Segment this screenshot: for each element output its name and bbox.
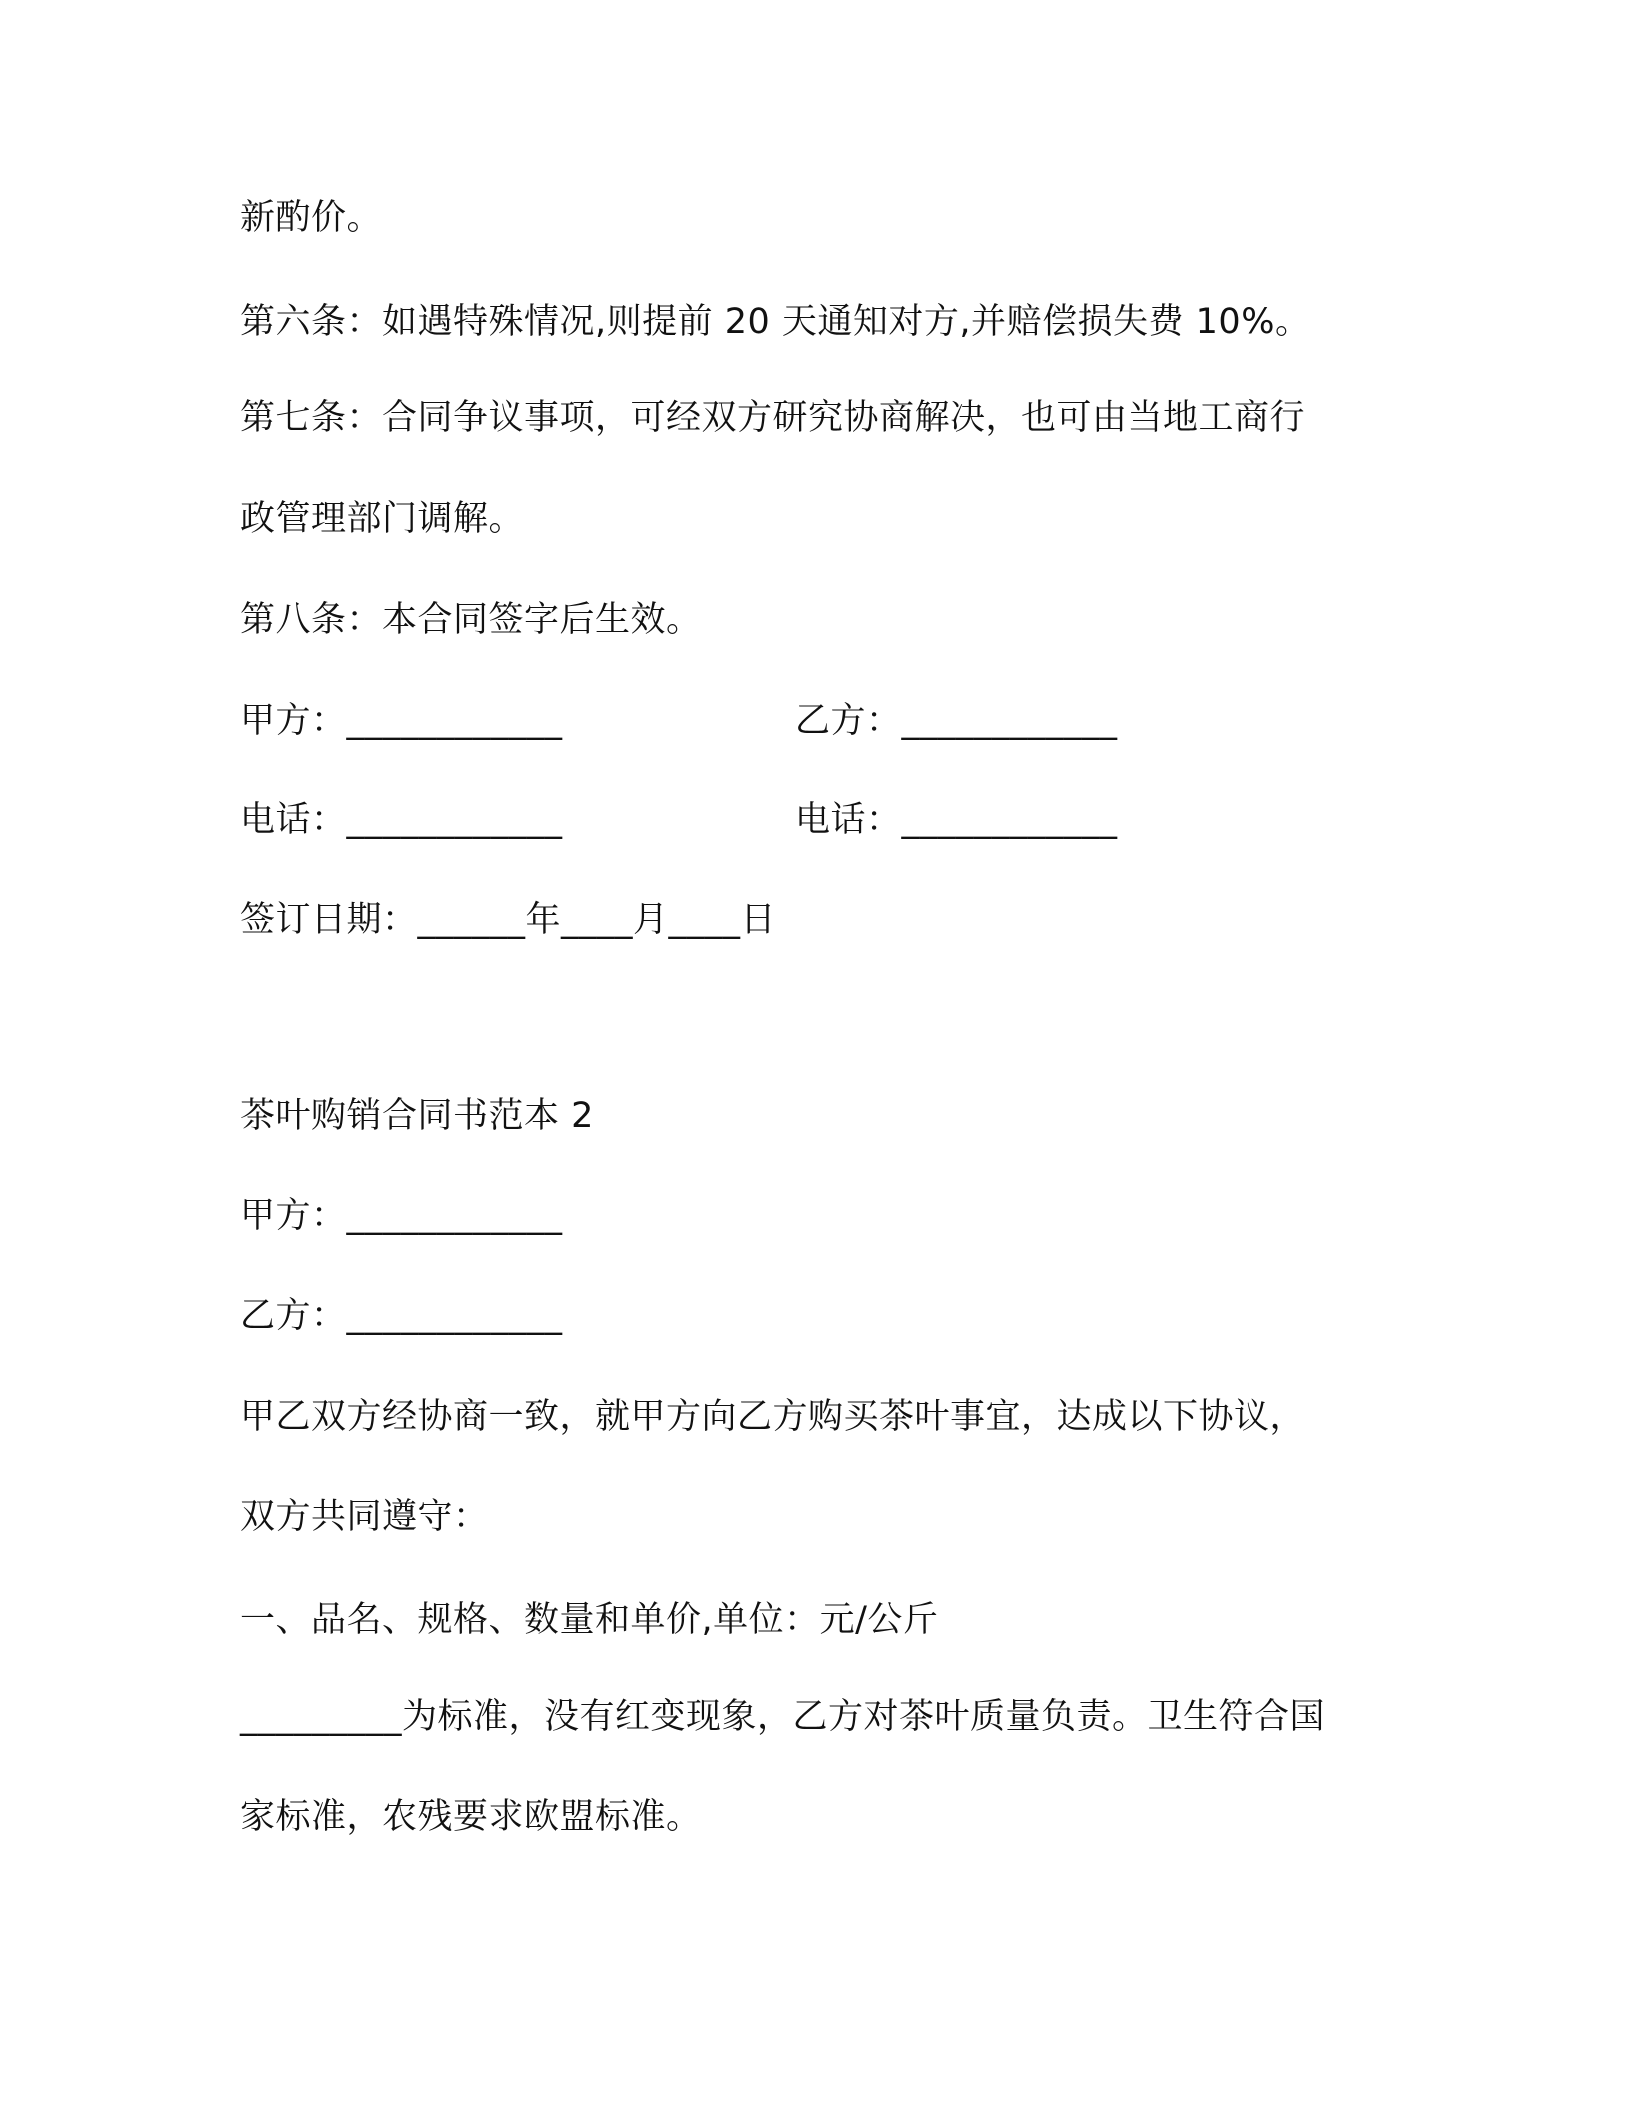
agreement-intro-line-1: 甲乙双方经协商一致，就甲方向乙方购买茶叶事宜，达成以下协议， bbox=[240, 1397, 1306, 1437]
party-b-phone: 电话：____________ bbox=[795, 800, 1118, 840]
quality-line-2: 家标准，农残要求欧盟标准。 bbox=[240, 1797, 702, 1837]
quality-line-1: _________为标准，没有红变现象，乙方对茶叶质量负责。卫生符合国 bbox=[240, 1697, 1326, 1737]
section-title: 茶叶购销合同书范本 2 bbox=[240, 1096, 594, 1136]
party-a-signature: 甲方：____________ bbox=[240, 701, 563, 741]
party-b-line: 乙方：____________ bbox=[240, 1296, 563, 1336]
party-a-phone: 电话：____________ bbox=[240, 800, 563, 840]
clause-6: 第六条：如遇特殊情况,则提前 20 天通知对方,并赔偿损失费 10%。 bbox=[240, 302, 1311, 342]
clause-8: 第八条：本合同签字后生效。 bbox=[240, 600, 702, 640]
agreement-intro-line-2: 双方共同遵守： bbox=[240, 1497, 489, 1537]
party-b-signature: 乙方：____________ bbox=[795, 701, 1118, 741]
signing-date: 签订日期：______年____月____日 bbox=[240, 900, 777, 940]
text-line-price: 新酌价。 bbox=[240, 198, 383, 238]
item-1-heading: 一、品名、规格、数量和单价,单位：元/公斤 bbox=[240, 1600, 939, 1640]
party-a-line: 甲方：____________ bbox=[240, 1196, 563, 1236]
clause-7-line-2: 政管理部门调解。 bbox=[240, 499, 525, 539]
clause-7-line-1: 第七条：合同争议事项，可经双方研究协商解决，也可由当地工商行 bbox=[240, 398, 1306, 438]
